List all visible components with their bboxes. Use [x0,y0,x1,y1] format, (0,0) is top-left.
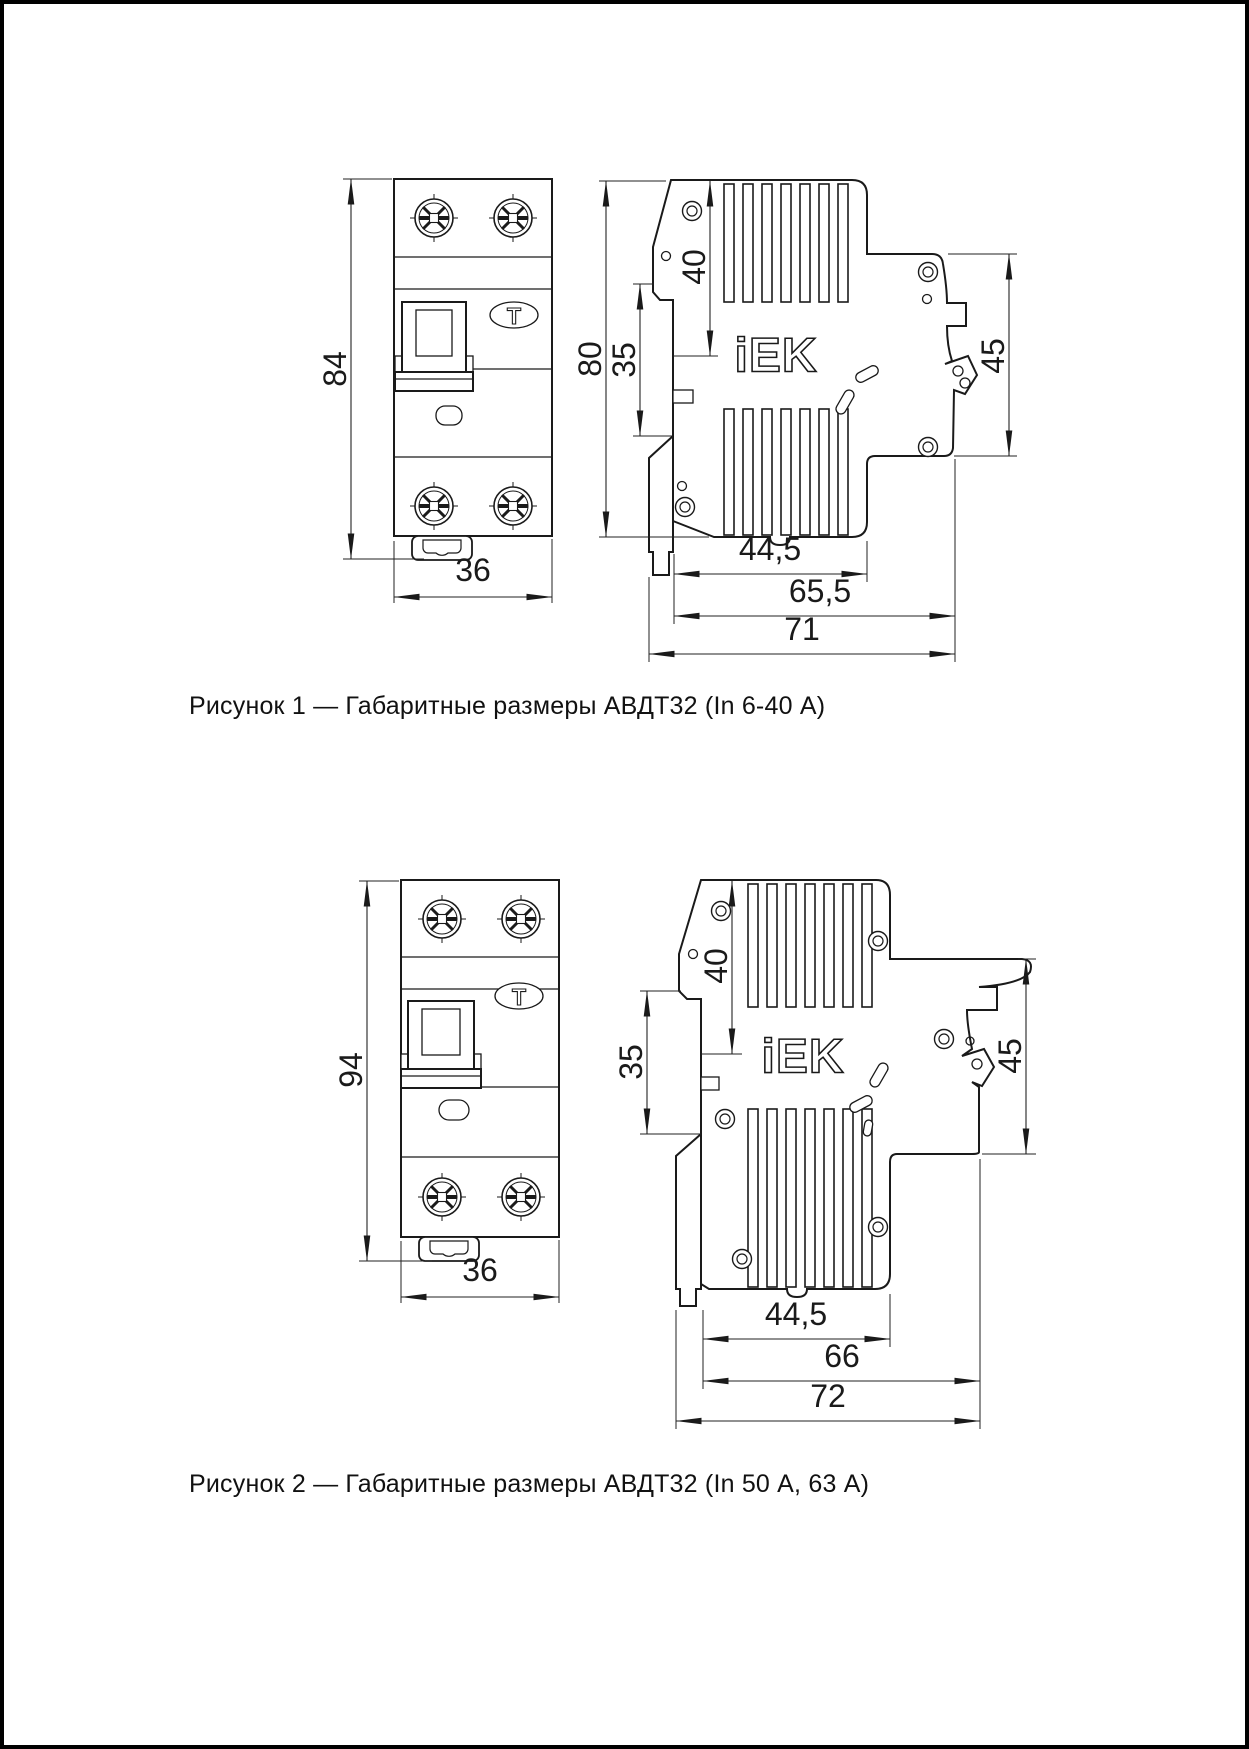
rivet [676,498,695,517]
indicator-window [436,406,462,425]
iek-logo: iEK [734,329,818,383]
figure2-caption: Рисунок 2 — Габаритные размеры АВДТ32 (In 50 А, 63 А) [189,1470,870,1498]
iek-logo: iEK [761,1030,845,1084]
rivet [683,202,702,221]
dim-label-40: 40 [676,249,712,285]
dim-label-65-5: 65,5 [788,573,852,609]
dim-label-44-5: 44,5 [764,1296,828,1332]
figure1-caption: Рисунок 1 — Габаритные размеры АВДТ32 (In 6-40 А) [189,692,826,720]
test-button [495,983,543,1010]
rivet [869,1218,888,1237]
dim-label-36: 36 [455,552,491,588]
rivet [935,1030,954,1049]
fig1-front-view [394,179,552,560]
dim-label-80: 80 [572,341,608,377]
rivet [716,1110,735,1129]
din-tooth [701,1077,719,1090]
rivet [919,263,938,282]
dim-label-40: 40 [698,948,734,984]
fig1-side-view [649,180,977,575]
fig2-front-view [401,880,559,1261]
fig2-side-view [676,880,1031,1306]
dim-label-45: 45 [975,338,1011,374]
dim-label-35: 35 [606,342,642,378]
dim-label-66: 66 [824,1338,860,1374]
din-clip [649,436,673,575]
rivet [712,902,731,921]
toggle-switch [401,1001,481,1088]
dim-label-45: 45 [992,1038,1028,1074]
test-button [490,302,538,329]
dim-label-71: 71 [784,611,820,647]
dim-label-44-5: 44,5 [738,531,802,567]
dim-label-94: 94 [333,1052,369,1088]
indicator-window [439,1100,469,1120]
test-button-label: Т [511,984,527,1010]
dim-label-84: 84 [317,351,353,387]
rivet [733,1250,752,1269]
test-button-label: Т [506,303,522,329]
rivet [869,932,888,951]
dim-label-35: 35 [613,1044,649,1080]
dim-label-36: 36 [462,1252,498,1288]
toggle-switch [395,302,473,391]
rivet [919,438,938,457]
din-tooth [673,390,693,403]
dim-label-72: 72 [810,1378,846,1414]
din-clip [676,1134,701,1306]
